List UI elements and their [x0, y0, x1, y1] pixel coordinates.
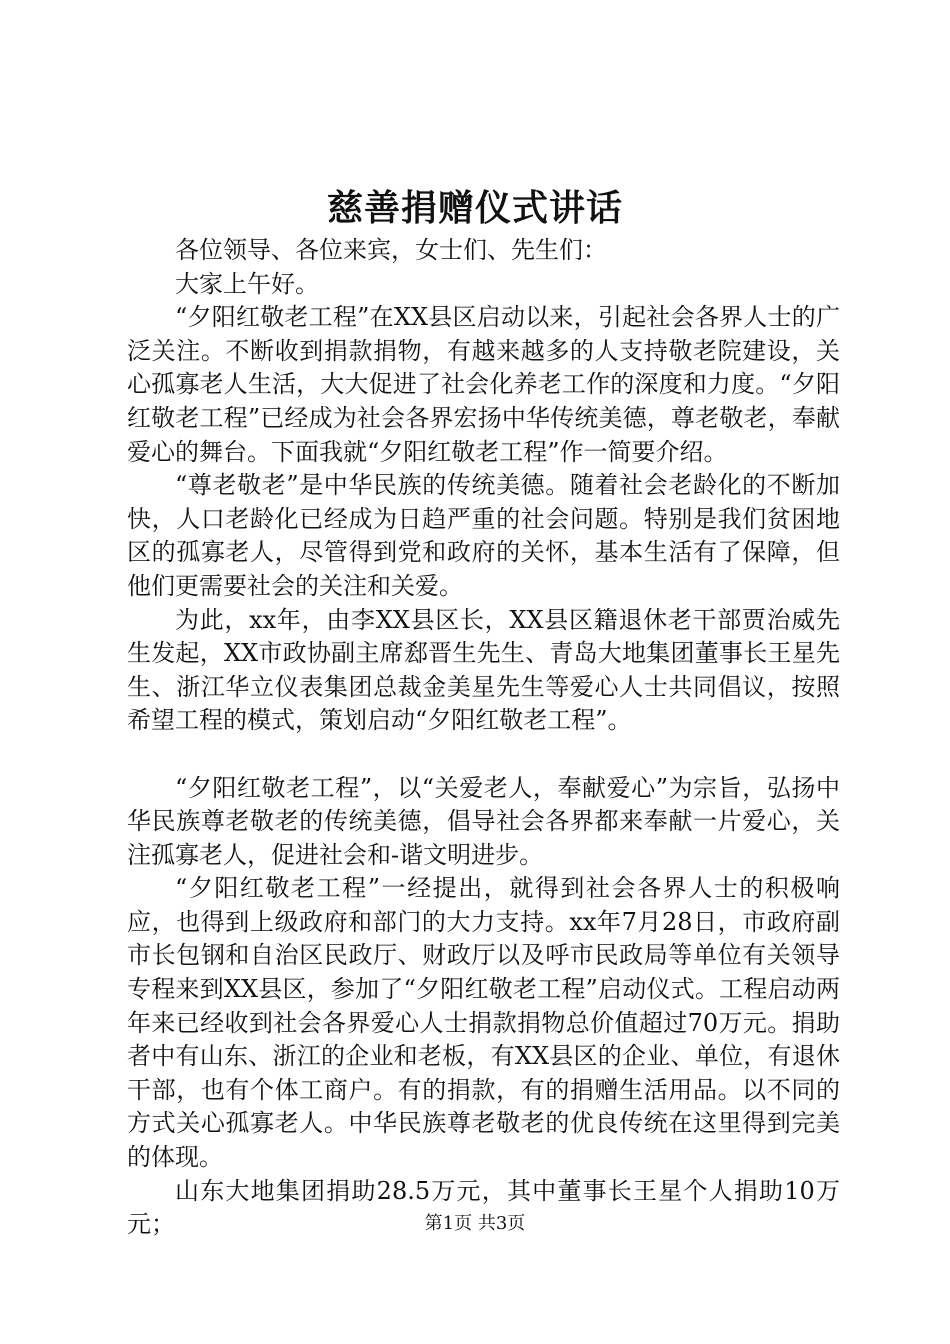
body-paragraph: 山东大地集团捐助28.5万元，其中董事长王星个人捐助10万元； — [127, 1176, 840, 1239]
body-paragraph: 为此，xx年，由李XX县区长，XX县区籍退休老干部贾治威先生发起，XX市政协副主席郄晋生先生、青岛大地集团董事长王星先生、浙江华立仪表集团总裁金美星先生等爱心人士共同倡议，按照希望工程的模式，策划启动“夕阳红敬老工程”。 — [127, 605, 840, 735]
page-footer: 第1页 共3页 — [424, 1213, 526, 1234]
body-paragraph: “夕阳红敬老工程”，以“关爱老人，奉献爱心”为宗旨，弘扬中华民族尊老敬老的传统美德，倡导社会各界都来奉献一片爱心，关注孤寡老人，促进社会和-谐文明进步。 — [127, 773, 840, 869]
body-paragraph: “夕阳红敬老工程”一经提出，就得到社会各界人士的积极响应，也得到上级政府和部门的大力支持。xx年7月28日，市政府副市长包钢和自治区民政厅、财政厅以及呼市民政局等单位有关领导专程来到XX县区，参加了“夕阳红敬老工程”启动仪式。工程启动两年来已经收到社会各界爱心人士捐款捐物总价值超过70万元。捐助者中有山东、浙江的企业和老板，有XX县区的企业、单位，有退休干部，也有个体工商户。有的捐款，有的捐赠生活用品。以不同的方式关心孤寡老人。中华民族尊老敬老的优良传统在这里得到完美的体现。 — [127, 874, 840, 1172]
body-paragraph: “夕阳红敬老工程”在XX县区启动以来，引起社会各界人士的广泛关注。不断收到捐款捐物，有越来越多的人支持敬老院建设，关心孤寡老人生活，大大促进了社会化养老工作的深度和力度。“夕阳红敬老工程”已经成为社会各界宏扬中华传统美德，尊老敬老，奉献爱心的舞台。下面我就“夕阳红敬老工程”作一简要介绍。 — [127, 303, 840, 466]
blank-line — [127, 738, 840, 772]
document-body — [127, 234, 840, 1242]
document-title: 慈善捐赠仪式讲话 — [326, 187, 623, 229]
salutation-paragraph: 各位领导、各位来宾，女士们、先生们： — [175, 236, 607, 264]
greeting-paragraph: 大家上午好。 — [175, 269, 319, 298]
body-paragraph: “尊老敬老”是中华民族的传统美德。随着社会老龄化的不断加快，人口老龄化已经成为日趋严重的社会问题。特别是我们贫困地区的孤寡老人，尽管得到党和政府的关怀，基本生活有了保障，但他们更需要社会的关注和关爱。 — [127, 471, 840, 600]
